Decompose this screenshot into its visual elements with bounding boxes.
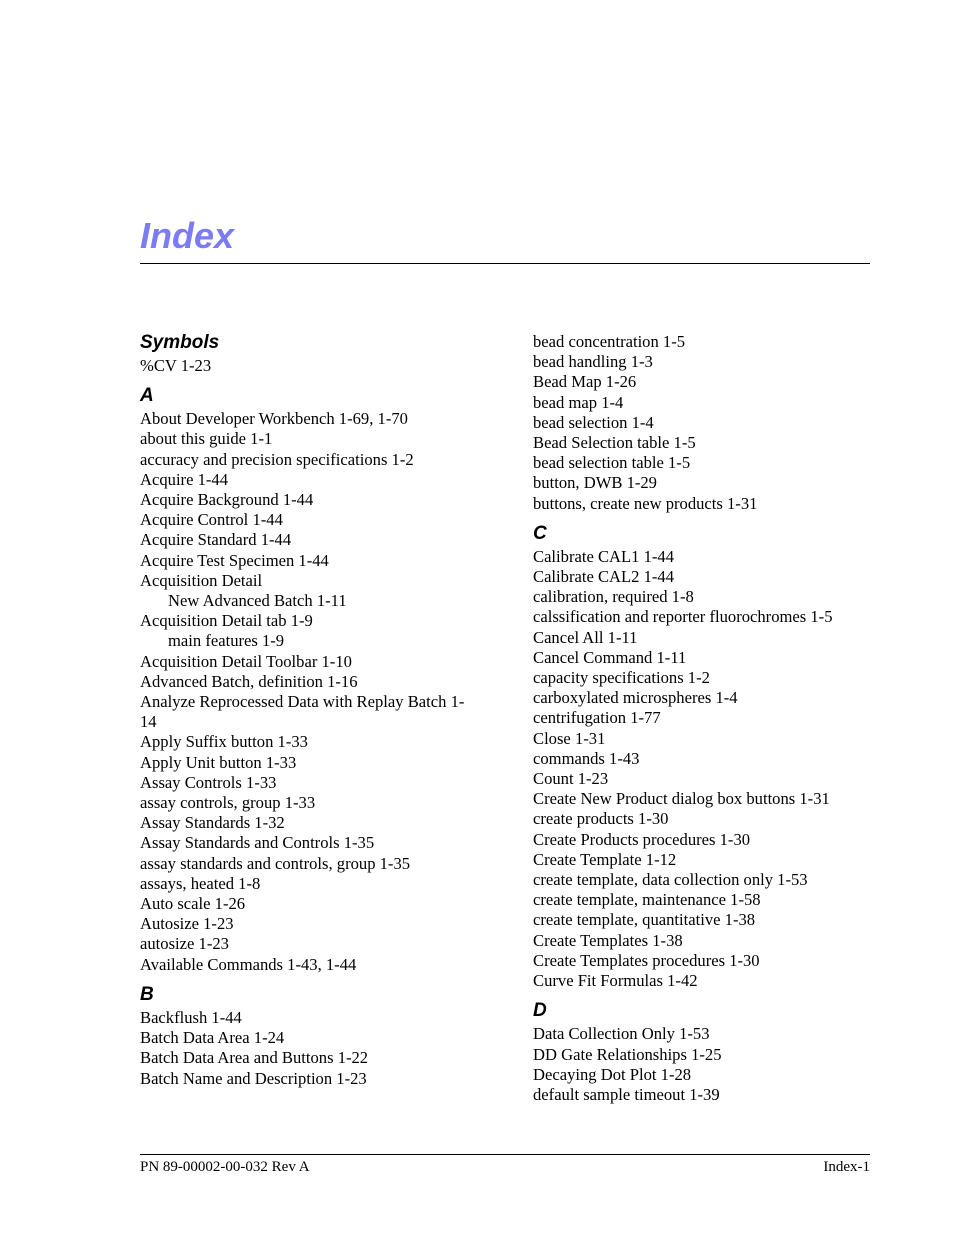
index-entry: calibration, required 1-8 <box>533 587 694 607</box>
index-entry: About Developer Workbench 1-69, 1-70 <box>140 409 408 429</box>
index-entry: Create Template 1-12 <box>533 849 677 869</box>
index-entry: Assay Standards and Controls 1-35 <box>140 833 375 853</box>
section-gap <box>533 991 878 998</box>
index-entry: Apply Suffix button 1-33 <box>140 732 308 752</box>
index-entry: Acquisition Detail tab 1-9 <box>140 611 313 631</box>
index-entry: Calibrate CAL2 1-44 <box>533 567 675 587</box>
index-entry: create products 1-30 <box>533 809 669 829</box>
index-entry: bead map 1-4 <box>533 392 624 412</box>
index-entry: default sample timeout 1-39 <box>533 1084 720 1104</box>
index-entry: Acquire Standard 1-44 <box>140 530 292 550</box>
index-entry: create template, data collection only 1-53 <box>533 870 808 890</box>
index-entry: assay controls, group 1-33 <box>140 793 316 813</box>
index-entry: Acquisition Detail <box>140 570 263 590</box>
index-entry: Batch Name and Description 1-23 <box>140 1068 367 1088</box>
index-entry: Acquire Test Specimen 1-44 <box>140 550 329 570</box>
index-entry: Decaying Dot Plot 1-28 <box>533 1064 692 1084</box>
index-entry: Batch Data Area and Buttons 1-22 <box>140 1048 369 1068</box>
index-entry: Available Commands 1-43, 1-44 <box>140 954 357 974</box>
index-column-left <box>140 330 485 1089</box>
index-entry: Acquisition Detail Toolbar 1-10 <box>140 651 352 671</box>
index-column-right <box>533 332 878 1105</box>
index-entry: Create New Product dialog box buttons 1-31 <box>533 789 830 809</box>
index-entry: button, DWB 1-29 <box>533 473 657 493</box>
index-entry: bead selection 1-4 <box>533 412 654 432</box>
index-entry: Create Templates 1-38 <box>533 930 683 950</box>
index-entry: Acquire Control 1-44 <box>140 510 283 530</box>
index-entry: Cancel All 1-11 <box>533 627 638 647</box>
index-entry: Cancel Command 1-11 <box>533 647 687 667</box>
section-heading: C <box>533 522 547 544</box>
index-subentry: main features 1-9 <box>168 631 285 651</box>
index-entry: Data Collection Only 1-53 <box>533 1024 710 1044</box>
index-entry: assays, heated 1-8 <box>140 873 261 893</box>
page-title: Index <box>140 215 235 256</box>
title-divider <box>140 263 870 264</box>
index-entry: calssification and reporter fluorochromes 1-5 <box>533 607 833 627</box>
index-entry: Create Templates procedures 1-30 <box>533 950 760 970</box>
index-entry: Analyze Reprocessed Data with Replay Batch 1- <box>140 692 465 712</box>
index-entry: Backflush 1-44 <box>140 1007 242 1027</box>
index-entry: Acquire 1-44 <box>140 469 229 489</box>
index-entry: capacity specifications 1-2 <box>533 668 710 688</box>
index-entry: accuracy and precision specifications 1-2 <box>140 449 414 469</box>
index-entry: Autosize 1-23 <box>140 914 234 934</box>
index-entry: commands 1-43 <box>533 748 640 768</box>
index-entry: DD Gate Relationships 1-25 <box>533 1044 722 1064</box>
index-entry: Close 1-31 <box>533 728 606 748</box>
index-entry: bead handling 1-3 <box>533 352 653 372</box>
index-entry: Calibrate CAL1 1-44 <box>533 546 675 566</box>
index-entry: Create Products procedures 1-30 <box>533 829 751 849</box>
index-entry: %CV 1-23 <box>140 356 212 375</box>
index-entry: Assay Standards 1-32 <box>140 813 285 833</box>
section-heading: Symbols <box>140 332 220 353</box>
section-heading: D <box>533 1000 547 1022</box>
index-entry: assay standards and controls, group 1-35 <box>140 853 411 873</box>
index-entry: Count 1-23 <box>533 769 609 789</box>
index-entry: Curve Fit Formulas 1-42 <box>533 971 698 991</box>
index-entry: create template, maintenance 1-58 <box>533 890 761 910</box>
index-entry: bead concentration 1-5 <box>533 332 686 351</box>
index-entry: centrifugation 1-77 <box>533 708 661 728</box>
index-entry: 14 <box>140 712 157 732</box>
section-heading: A <box>140 385 154 407</box>
section-gap <box>140 376 485 383</box>
section-gap <box>533 514 878 521</box>
footer-page-number: Index-1 <box>823 1159 870 1175</box>
section-heading: B <box>140 983 154 1005</box>
index-entry: Bead Selection table 1-5 <box>533 433 696 453</box>
section-gap <box>140 975 485 982</box>
index-entry: Batch Data Area 1-24 <box>140 1028 285 1048</box>
index-entry: create template, quantitative 1-38 <box>533 910 756 930</box>
index-entry: about this guide 1-1 <box>140 429 273 449</box>
index-entry: autosize 1-23 <box>140 934 229 954</box>
index-entry: Acquire Background 1-44 <box>140 490 314 510</box>
index-entry: Apply Unit button 1-33 <box>140 752 297 772</box>
index-entry: carboxylated microspheres 1-4 <box>533 688 738 708</box>
footer-part-number: PN 89-00002-00-032 Rev A <box>140 1159 310 1175</box>
index-entry: Bead Map 1-26 <box>533 372 637 392</box>
index-entry: bead selection table 1-5 <box>533 453 691 473</box>
index-entry: buttons, create new products 1-31 <box>533 493 758 513</box>
footer-divider <box>140 1154 870 1155</box>
index-entry: Auto scale 1-26 <box>140 894 246 914</box>
index-subentry: New Advanced Batch 1-11 <box>168 591 347 611</box>
index-entry: Assay Controls 1-33 <box>140 772 277 792</box>
index-entry: Advanced Batch, definition 1-16 <box>140 671 358 691</box>
